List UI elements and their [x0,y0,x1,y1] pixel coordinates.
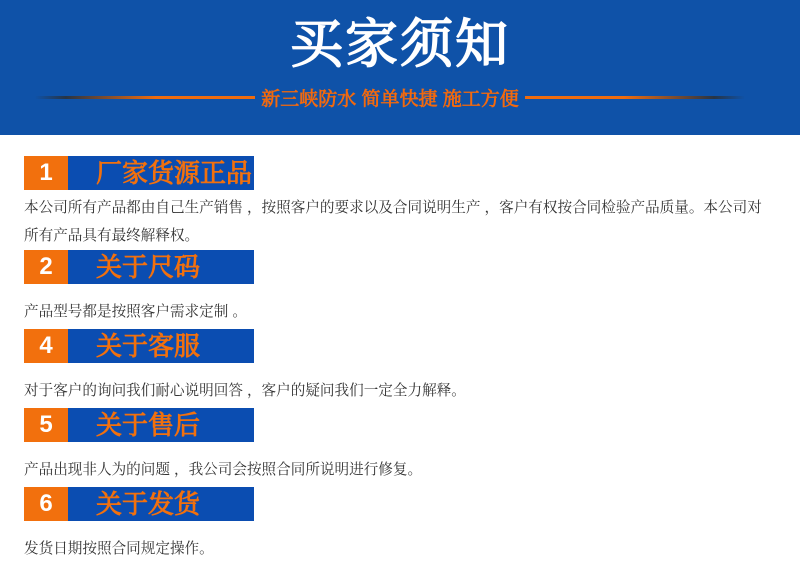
section-sizing [24,250,769,326]
section-shipping [24,487,769,563]
section-customer-service [24,329,769,405]
section-title: 关于发货 [68,487,254,521]
section-number-badge: 2 [24,250,68,284]
section-header [24,156,254,190]
section-title: 关于尺码 [68,250,254,284]
section-number-badge: 5 [24,408,68,442]
section-body-text: 发货日期按照合同规定操作。 [24,541,214,557]
section-body-text: 产品型号都是按照客户需求定制 。 [24,304,247,320]
subtitle-line-left [35,96,255,99]
section-title: 厂家货源正品 [68,156,254,190]
notice-sections [0,135,800,563]
section-header [24,408,254,442]
section-authentic-goods [24,156,769,250]
section-after-sales [24,408,769,484]
section-title: 关于客服 [68,329,254,363]
section-body-text: 对于客户的询问我们耐心说明回答 ，客户的疑问我们一定全力解释。 [24,383,466,399]
section-number-badge: 6 [24,487,68,521]
banner [0,0,800,135]
section-number-badge: 1 [24,156,68,190]
section-header [24,487,254,521]
section-number-badge: 4 [24,329,68,363]
section-header [24,250,254,284]
subtitle-line-right [525,96,745,99]
banner-subtitle-row [35,84,745,111]
page-title: 买家须知 [290,15,510,74]
section-body-text: 本公司所有产品都由自己生产销售 ，按照客户的要求以及合同说明生产 ，客户有权按合同检验产品质量。本公司对所有产品具有最终解释权。 [24,200,762,244]
banner-subtitle: 新三峡防水 简单快捷 施工方便 [261,89,519,110]
section-body-text: 产品出现非人为的问题 ，我公司会按照合同所说明进行修复。 [24,462,423,478]
section-title: 关于售后 [68,408,254,442]
section-header [24,329,254,363]
